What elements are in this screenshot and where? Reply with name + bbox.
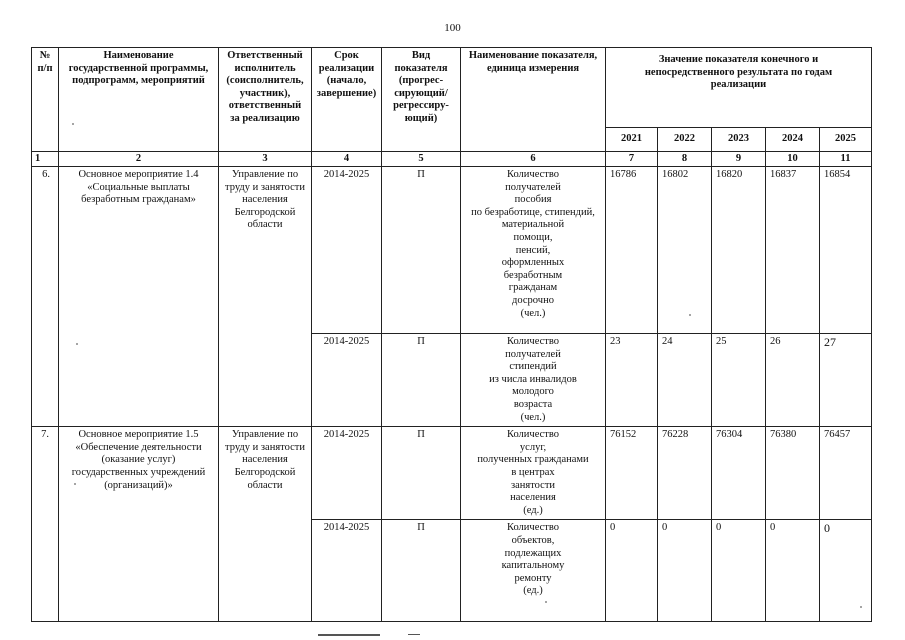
executor: Управление по труду и занятости населения Белгородской области: [219, 167, 312, 427]
column-number: 11: [820, 152, 872, 167]
header-name: Наименование государственной программы, подпрограмм, мероприятий: [59, 48, 219, 152]
scan-speck: [545, 601, 547, 603]
value-2025: 16854: [820, 167, 872, 334]
value-2023: 25: [712, 334, 766, 427]
term: 2014-2025: [312, 334, 382, 427]
value-2024: 16837: [766, 167, 820, 334]
header-row: [32, 48, 872, 128]
scan-artifact-line: [408, 634, 420, 635]
year-2025: 2025: [820, 128, 872, 152]
value-2022: 76228: [658, 427, 712, 520]
indicator-name: Количество объектов, подлежащих капитальному ремонту (ед.): [461, 520, 606, 622]
indicator-name: Количество получателей стипендий из числа инвалидов молодого возраста (чел.): [461, 334, 606, 427]
value-2024: 76380: [766, 427, 820, 520]
header-executor: Ответственный исполнитель (соисполнитель, участник), ответственный за реализацию: [219, 48, 312, 152]
value-2022: 16802: [658, 167, 712, 334]
term: 2014-2025: [312, 520, 382, 622]
indicator-name: Количество услуг, полученных гражданами в центрах занятости населения (ед.): [461, 427, 606, 520]
scan-speck: [72, 123, 74, 125]
year-2024: 2024: [766, 128, 820, 152]
column-number: 1: [32, 152, 59, 167]
header-type: Вид показателя (прогрес- сирующий/ регрессиру- ющий): [382, 48, 461, 152]
value-2023: 0: [712, 520, 766, 622]
scan-speck: [689, 314, 691, 316]
value-2022: 24: [658, 334, 712, 427]
indicator-name: Количество получателей пособия по безработице, стипендий, материальной помощи, пенсий, оформленных безработным гражданам досрочно (чел.): [461, 167, 606, 334]
measure-name: Основное мероприятие 1.5 «Обеспечение деятельности (оказание услуг) государственных учреждений (организаций)»: [59, 427, 219, 622]
header-num: № п/п: [32, 48, 59, 152]
value-2025: 76457: [820, 427, 872, 520]
value-2021: 0: [606, 520, 658, 622]
column-number: 5: [382, 152, 461, 167]
term: 2014-2025: [312, 167, 382, 334]
row-number: 7.: [32, 427, 59, 622]
column-number: 9: [712, 152, 766, 167]
header-term: Срок реализации (начало, завершение): [312, 48, 382, 152]
value-2021: 76152: [606, 427, 658, 520]
table-row: [32, 427, 872, 520]
column-number: 8: [658, 152, 712, 167]
value-2023: 16820: [712, 167, 766, 334]
value-2023: 76304: [712, 427, 766, 520]
value-2021: 16786: [606, 167, 658, 334]
column-number: 2: [59, 152, 219, 167]
indicator-type: П: [382, 427, 461, 520]
table-row: [32, 167, 872, 334]
value-2022: 0: [658, 520, 712, 622]
column-number: 4: [312, 152, 382, 167]
scan-speck: [860, 606, 862, 608]
value-2025: 0: [820, 520, 872, 622]
scan-speck: [76, 343, 78, 345]
column-number: 3: [219, 152, 312, 167]
year-2023: 2023: [712, 128, 766, 152]
header-indicator: Наименование показателя, единица измерения: [461, 48, 606, 152]
measure-name: Основное мероприятие 1.4 «Социальные выплаты безработным гражданам»: [59, 167, 219, 427]
term: 2014-2025: [312, 427, 382, 520]
column-number: 10: [766, 152, 820, 167]
column-number: 7: [606, 152, 658, 167]
indicator-type: П: [382, 334, 461, 427]
year-2021: 2021: [606, 128, 658, 152]
value-2021: 23: [606, 334, 658, 427]
scan-artifact-line: [318, 634, 380, 636]
indicator-type: П: [382, 520, 461, 622]
column-number: 6: [461, 152, 606, 167]
indicators-table: [31, 47, 872, 622]
page-number: 100: [444, 22, 461, 34]
scan-speck: [74, 483, 76, 485]
executor: Управление по труду и занятости населения Белгородской области: [219, 427, 312, 622]
value-2025: 27: [820, 334, 872, 427]
value-2024: 26: [766, 334, 820, 427]
indicator-type: П: [382, 167, 461, 334]
value-2024: 0: [766, 520, 820, 622]
column-numbers-row: [32, 152, 872, 167]
year-2022: 2022: [658, 128, 712, 152]
row-number: 6.: [32, 167, 59, 427]
header-value: Значение показателя конечного и непосредственного результата по годам реализации: [606, 48, 872, 128]
